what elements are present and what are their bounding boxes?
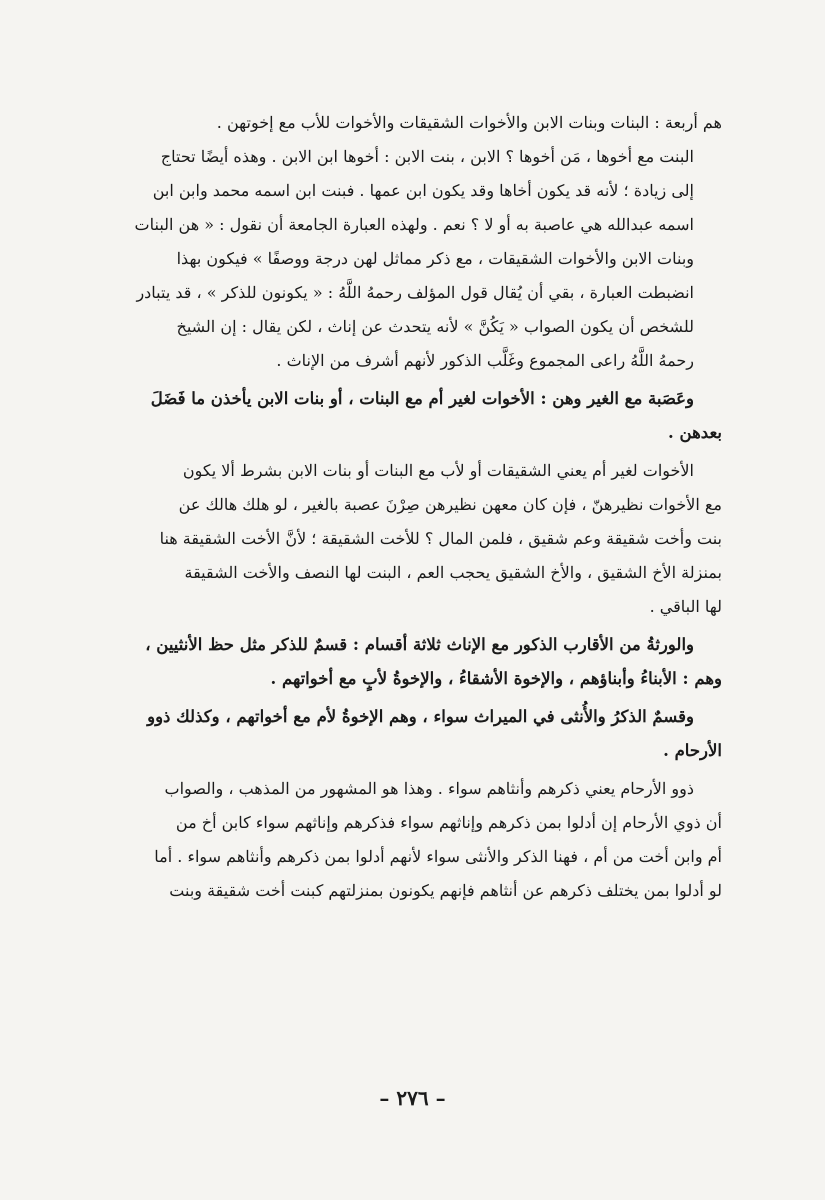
text-line: بعدهن .	[668, 423, 722, 442]
text-line: اسمه عبدالله هي عاصبة به أو لا ؟ نعم . ولهذه العبارة الجامعة أن نقول : « هن البنات	[134, 215, 694, 234]
text-line: والورثةُ من الأقارب الذكور مع الإناث ثلاثة أقسام : قسمٌ للذكر مثل حظ الأنثيين ،	[145, 635, 694, 654]
page-number: – ٢٧٦ –	[379, 1086, 446, 1110]
text-line: مع الأخوات نظيرهنّ ، فإن كان معهن نظيرهن صِرْنَ عصبة بالغير ، لو هلك هالك عن	[178, 495, 722, 514]
text-line: وقسمٌ الذكرُ والأُنثى في الميراث سواء ، وهم الإخوةُ لأم مع أخواتهم ، وكذلك ذوو	[147, 707, 694, 726]
text-line: وهم : الأبناءُ وأبناؤهم ، والإخوة الأشقاءُ ، والإخوةُ لأبٍ مع أخواتهم .	[270, 669, 722, 688]
text-line: بمنزلة الأخ الشقيق ، والأخ الشقيق يحجب العم ، البنت لها النصف والأخت الشقيقة	[184, 563, 722, 582]
text-line: الأخوات لغير أم يعني الشقيقات أو لأب مع البنات أو بنات الابن بشرط ألا يكون	[182, 461, 694, 480]
text-line: البنت مع أخوها ، مَن أخوها ؟ الابن ، بنت الابن : أخوها ابن الابن . وهذه أيضًا تحتاج	[160, 147, 694, 166]
matn-paragraph-2	[103, 628, 722, 696]
paragraph-1	[103, 106, 722, 378]
matn-paragraph-3	[103, 700, 722, 768]
matn-paragraph-1	[103, 382, 722, 450]
text-line: وبنات الابن والأخوات الشقيقات ، مع ذكر مماثل لهن درجة ووصفًا » فيكون بهذا	[176, 249, 694, 268]
text-line: الأرحام .	[663, 741, 722, 760]
text-line: لو أدلوا بمن يختلف ذكرهم عن أنثاهم فإنهم يكونون بمنزلتهم كبنت أخت شقيقة وبنت	[169, 881, 722, 900]
text-line: رحمهُ اللَّهُ راعى المجموع وغَلَّب الذكور لأنهم أشرف من الإناث .	[276, 351, 694, 370]
text-line: أن ذوي الأرحام إن أدلوا بمن ذكرهم وإناثهم سواء فذكرهم وإناثهم سواء كابن أخ من	[175, 813, 722, 832]
text-line: أم وابن أخت من أم ، فهنا الذكر والأنثى سواء لأنهم أدلوا بمن ذكرهم وأنثاهم سواء . أما	[154, 847, 722, 866]
text-line: للشخص أن يكون الصواب « يَكُنَّ » لأنه يتحدث عن إناث ، لكن يقال : إن الشيخ	[176, 317, 694, 336]
text-line: وعَصَبة مع الغير وهن : الأخوات لغير أم مع البنات ، أو بنات الابن يأخذن ما فَضَلَ	[150, 389, 694, 408]
text-line: بنت وأخت شقيقة وعم شقيق ، فلمن المال ؟ للأخت الشقيقة ؛ لأنَّ الأخت الشقيقة هنا	[159, 529, 722, 548]
text-line: انضبطت العبارة ، بقي أن يُقال قول المؤلف رحمهُ اللَّهُ : « يكونون للذكر » ، قد يتبادر	[136, 283, 694, 302]
text-line: ذوو الأرحام يعني ذكرهم وأنثاهم سواء . وهذا هو المشهور من المذهب ، والصواب	[164, 779, 694, 798]
paragraph-3	[103, 772, 722, 908]
paragraph-2	[103, 454, 722, 624]
text-line: هم أربعة : البنات وبنات الابن والأخوات الشقيقات والأخوات للأب مع إخوتهن .	[216, 113, 722, 132]
text-line: إلى زيادة ؛ لأنه قد يكون أخاها وقد يكون ابن عمها . فبنت ابن اسمه محمد وابن ابن	[152, 181, 694, 200]
text-line: لها الباقي .	[649, 597, 722, 616]
